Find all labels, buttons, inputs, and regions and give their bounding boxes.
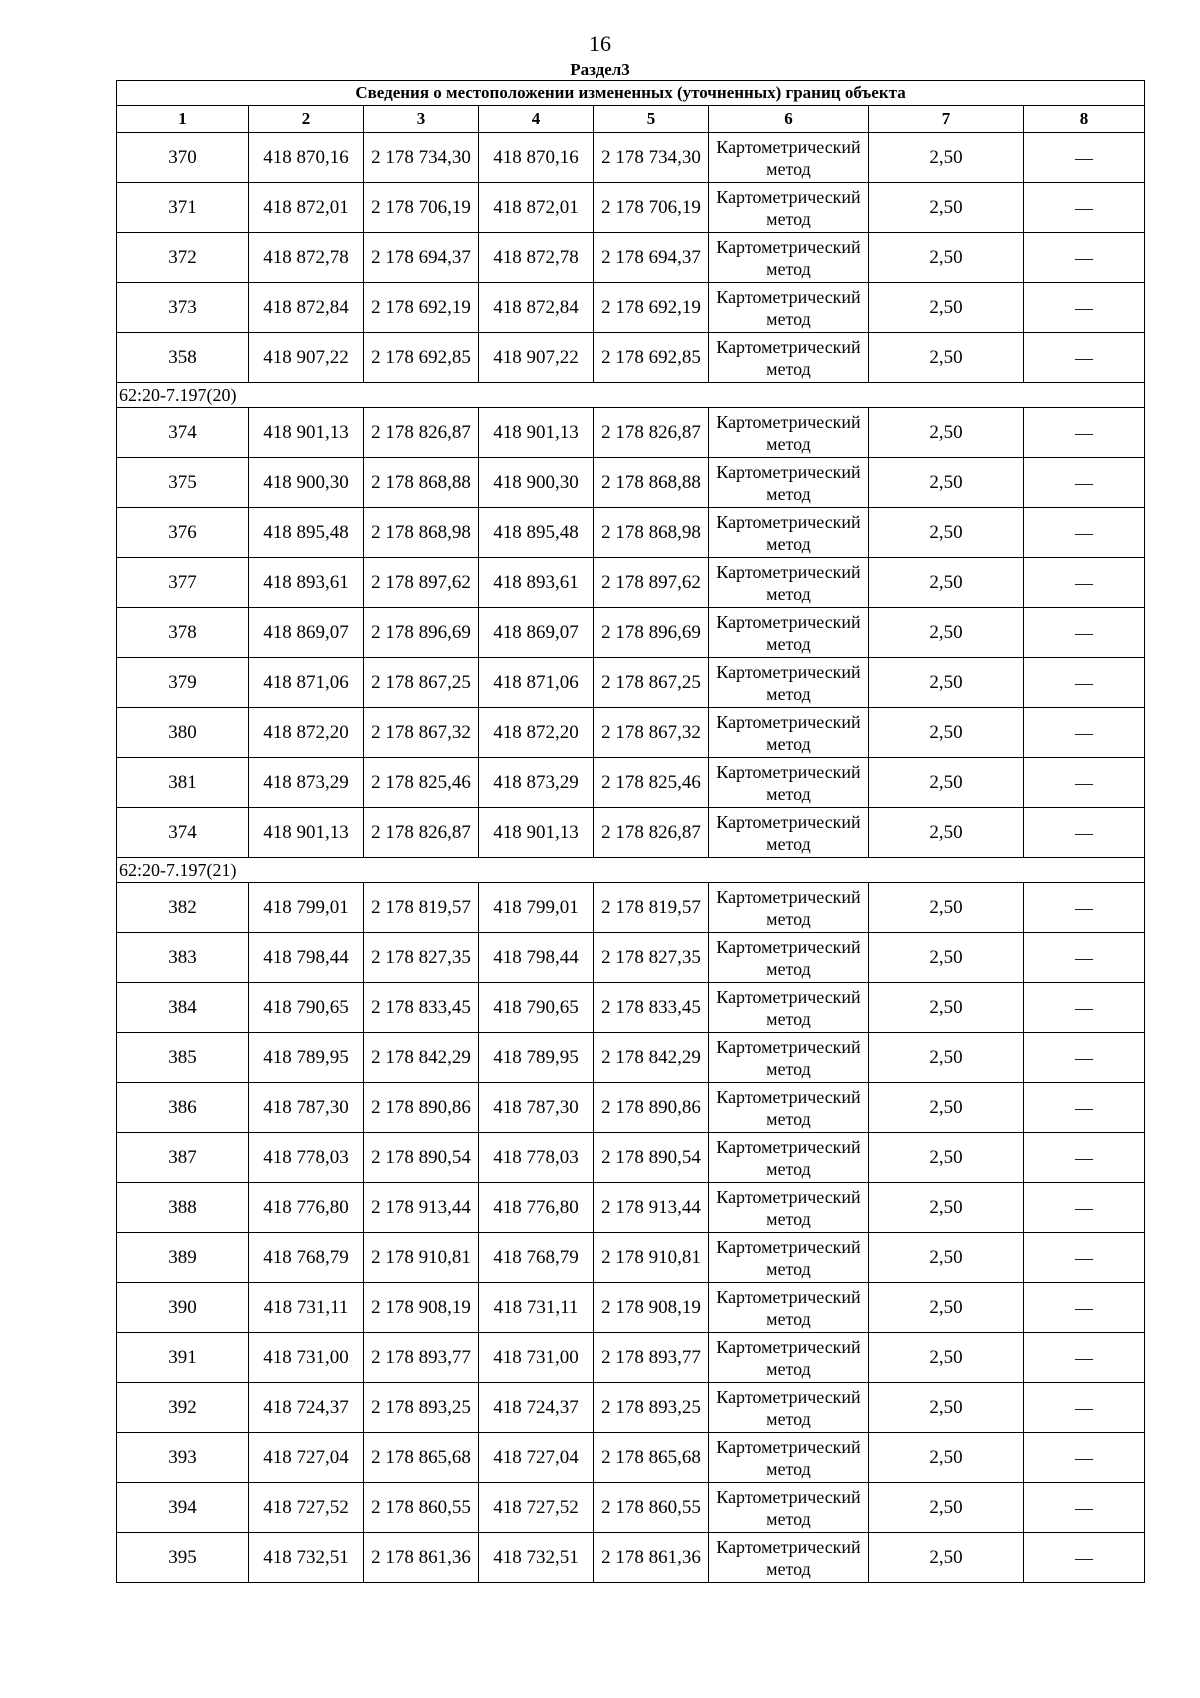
method-cell: Картометрический метод — [709, 608, 869, 658]
table-row — [117, 1533, 1145, 1583]
y-existing-cell: 2 178 893,77 — [364, 1333, 479, 1383]
point-number-cell: 382 — [117, 883, 249, 933]
point-number-cell: 394 — [117, 1483, 249, 1533]
y-refined-cell: 2 178 908,19 — [594, 1283, 709, 1333]
x-existing-cell: 418 778,03 — [249, 1133, 364, 1183]
column-header: 8 — [1024, 106, 1145, 133]
accuracy-cell: 2,50 — [869, 1433, 1024, 1483]
x-refined-cell: 418 768,79 — [479, 1233, 594, 1283]
x-existing-cell: 418 871,06 — [249, 658, 364, 708]
accuracy-cell: 2,50 — [869, 1083, 1024, 1133]
x-existing-cell: 418 727,52 — [249, 1483, 364, 1533]
note-cell: — — [1024, 1183, 1145, 1233]
x-existing-cell: 418 790,65 — [249, 983, 364, 1033]
x-refined-cell: 418 732,51 — [479, 1533, 594, 1583]
table-row — [117, 183, 1145, 233]
note-cell: — — [1024, 333, 1145, 383]
point-number-cell: 384 — [117, 983, 249, 1033]
y-existing-cell: 2 178 860,55 — [364, 1483, 479, 1533]
y-existing-cell: 2 178 913,44 — [364, 1183, 479, 1233]
method-cell: Картометрический метод — [709, 333, 869, 383]
x-existing-cell: 418 872,84 — [249, 283, 364, 333]
y-existing-cell: 2 178 825,46 — [364, 758, 479, 808]
point-number-cell: 377 — [117, 558, 249, 608]
note-cell: — — [1024, 1383, 1145, 1433]
point-number-cell: 370 — [117, 133, 249, 183]
note-cell: — — [1024, 1483, 1145, 1533]
x-refined-cell: 418 872,20 — [479, 708, 594, 758]
accuracy-cell: 2,50 — [869, 1033, 1024, 1083]
method-cell: Картометрический метод — [709, 133, 869, 183]
table-row — [117, 883, 1145, 933]
accuracy-cell: 2,50 — [869, 1533, 1024, 1583]
method-cell: Картометрический метод — [709, 1533, 869, 1583]
x-existing-cell: 418 724,37 — [249, 1383, 364, 1433]
x-existing-cell: 418 872,01 — [249, 183, 364, 233]
x-refined-cell: 418 895,48 — [479, 508, 594, 558]
y-refined-cell: 2 178 833,45 — [594, 983, 709, 1033]
y-refined-cell: 2 178 868,98 — [594, 508, 709, 558]
y-refined-cell: 2 178 860,55 — [594, 1483, 709, 1533]
point-number-cell: 358 — [117, 333, 249, 383]
y-existing-cell: 2 178 867,25 — [364, 658, 479, 708]
x-existing-cell: 418 901,13 — [249, 808, 364, 858]
accuracy-cell: 2,50 — [869, 1333, 1024, 1383]
x-refined-cell: 418 776,80 — [479, 1183, 594, 1233]
accuracy-cell: 2,50 — [869, 758, 1024, 808]
table-row — [117, 658, 1145, 708]
point-number-cell: 380 — [117, 708, 249, 758]
y-refined-cell: 2 178 706,19 — [594, 183, 709, 233]
table-title: Сведения о местоположении измененных (уточненных) границ объекта — [117, 81, 1145, 106]
method-cell: Картометрический метод — [709, 933, 869, 983]
accuracy-cell: 2,50 — [869, 333, 1024, 383]
table-row — [117, 1283, 1145, 1333]
accuracy-cell: 2,50 — [869, 1233, 1024, 1283]
accuracy-cell: 2,50 — [869, 608, 1024, 658]
accuracy-cell: 2,50 — [869, 183, 1024, 233]
note-cell: — — [1024, 1283, 1145, 1333]
method-cell: Картометрический метод — [709, 283, 869, 333]
y-refined-cell: 2 178 893,25 — [594, 1383, 709, 1433]
x-existing-cell: 418 776,80 — [249, 1183, 364, 1233]
x-existing-cell: 418 768,79 — [249, 1233, 364, 1283]
table-row — [117, 983, 1145, 1033]
method-cell: Картометрический метод — [709, 1183, 869, 1233]
note-cell: — — [1024, 1433, 1145, 1483]
accuracy-cell: 2,50 — [869, 983, 1024, 1033]
table-row — [117, 233, 1145, 283]
y-refined-cell: 2 178 867,25 — [594, 658, 709, 708]
x-refined-cell: 418 893,61 — [479, 558, 594, 608]
y-refined-cell: 2 178 865,68 — [594, 1433, 709, 1483]
accuracy-cell: 2,50 — [869, 658, 1024, 708]
note-cell: — — [1024, 1083, 1145, 1133]
note-cell: — — [1024, 408, 1145, 458]
point-number-cell: 386 — [117, 1083, 249, 1133]
method-cell: Картометрический метод — [709, 658, 869, 708]
point-number-cell: 378 — [117, 608, 249, 658]
x-existing-cell: 418 872,20 — [249, 708, 364, 758]
method-cell: Картометрический метод — [709, 183, 869, 233]
point-number-cell: 391 — [117, 1333, 249, 1383]
accuracy-cell: 2,50 — [869, 1183, 1024, 1233]
y-refined-cell: 2 178 734,30 — [594, 133, 709, 183]
note-cell: — — [1024, 1233, 1145, 1283]
method-cell: Картометрический метод — [709, 708, 869, 758]
x-refined-cell: 418 727,04 — [479, 1433, 594, 1483]
y-existing-cell: 2 178 819,57 — [364, 883, 479, 933]
table-row — [117, 558, 1145, 608]
x-refined-cell: 418 872,84 — [479, 283, 594, 333]
group-row — [117, 858, 1145, 883]
table-row — [117, 508, 1145, 558]
note-cell: — — [1024, 758, 1145, 808]
x-existing-cell: 418 789,95 — [249, 1033, 364, 1083]
note-cell: — — [1024, 883, 1145, 933]
x-existing-cell: 418 907,22 — [249, 333, 364, 383]
x-refined-cell: 418 900,30 — [479, 458, 594, 508]
table-row — [117, 608, 1145, 658]
column-header: 1 — [117, 106, 249, 133]
table-title-row — [117, 81, 1145, 106]
accuracy-cell: 2,50 — [869, 408, 1024, 458]
method-cell: Картометрический метод — [709, 1033, 869, 1083]
y-refined-cell: 2 178 896,69 — [594, 608, 709, 658]
table-row — [117, 1333, 1145, 1383]
x-refined-cell: 418 870,16 — [479, 133, 594, 183]
x-refined-cell: 418 798,44 — [479, 933, 594, 983]
page-number: 16 — [589, 31, 611, 56]
y-existing-cell: 2 178 896,69 — [364, 608, 479, 658]
table-row — [117, 1083, 1145, 1133]
x-refined-cell: 418 901,13 — [479, 808, 594, 858]
point-number-cell: 392 — [117, 1383, 249, 1433]
note-cell: — — [1024, 1033, 1145, 1083]
y-existing-cell: 2 178 842,29 — [364, 1033, 479, 1083]
y-existing-cell: 2 178 827,35 — [364, 933, 479, 983]
note-cell: — — [1024, 608, 1145, 658]
x-refined-cell: 418 901,13 — [479, 408, 594, 458]
table-row — [117, 1383, 1145, 1433]
point-number-cell: 389 — [117, 1233, 249, 1283]
table-body — [117, 81, 1145, 1583]
point-number-cell: 379 — [117, 658, 249, 708]
y-existing-cell: 2 178 692,19 — [364, 283, 479, 333]
point-number-cell: 388 — [117, 1183, 249, 1233]
method-cell: Картометрический метод — [709, 408, 869, 458]
column-header-row — [117, 106, 1145, 133]
point-number-cell: 375 — [117, 458, 249, 508]
note-cell: — — [1024, 1133, 1145, 1183]
note-cell: — — [1024, 508, 1145, 558]
accuracy-cell: 2,50 — [869, 283, 1024, 333]
x-refined-cell: 418 873,29 — [479, 758, 594, 808]
method-cell: Картометрический метод — [709, 758, 869, 808]
x-refined-cell: 418 724,37 — [479, 1383, 594, 1433]
group-label: 62:20-7.197(20) — [117, 383, 1145, 408]
column-header: 6 — [709, 106, 869, 133]
note-cell: — — [1024, 708, 1145, 758]
table-row — [117, 933, 1145, 983]
y-existing-cell: 2 178 908,19 — [364, 1283, 479, 1333]
method-cell: Картометрический метод — [709, 558, 869, 608]
y-existing-cell: 2 178 910,81 — [364, 1233, 479, 1283]
point-number-cell: 385 — [117, 1033, 249, 1083]
point-number-cell: 374 — [117, 408, 249, 458]
y-existing-cell: 2 178 897,62 — [364, 558, 479, 608]
method-cell: Картометрический метод — [709, 1083, 869, 1133]
y-existing-cell: 2 178 734,30 — [364, 133, 479, 183]
point-number-cell: 374 — [117, 808, 249, 858]
method-cell: Картометрический метод — [709, 808, 869, 858]
y-existing-cell: 2 178 865,68 — [364, 1433, 479, 1483]
x-existing-cell: 418 900,30 — [249, 458, 364, 508]
accuracy-cell: 2,50 — [869, 808, 1024, 858]
table-row — [117, 408, 1145, 458]
x-existing-cell: 418 873,29 — [249, 758, 364, 808]
y-refined-cell: 2 178 861,36 — [594, 1533, 709, 1583]
method-cell: Картометрический метод — [709, 1433, 869, 1483]
point-number-cell: 371 — [117, 183, 249, 233]
x-existing-cell: 418 893,61 — [249, 558, 364, 608]
y-existing-cell: 2 178 868,88 — [364, 458, 479, 508]
x-existing-cell: 418 727,04 — [249, 1433, 364, 1483]
x-existing-cell: 418 732,51 — [249, 1533, 364, 1583]
accuracy-cell: 2,50 — [869, 508, 1024, 558]
table-row — [117, 458, 1145, 508]
x-existing-cell: 418 799,01 — [249, 883, 364, 933]
y-existing-cell: 2 178 868,98 — [364, 508, 479, 558]
note-cell: — — [1024, 658, 1145, 708]
table-row — [117, 283, 1145, 333]
point-number-cell: 390 — [117, 1283, 249, 1333]
y-refined-cell: 2 178 694,37 — [594, 233, 709, 283]
note-cell: — — [1024, 983, 1145, 1033]
table-row — [117, 333, 1145, 383]
method-cell: Картометрический метод — [709, 1233, 869, 1283]
table-row — [117, 1483, 1145, 1533]
method-cell: Картометрический метод — [709, 1383, 869, 1433]
y-refined-cell: 2 178 867,32 — [594, 708, 709, 758]
table-row — [117, 1433, 1145, 1483]
x-refined-cell: 418 872,01 — [479, 183, 594, 233]
x-refined-cell: 418 789,95 — [479, 1033, 594, 1083]
x-existing-cell: 418 869,07 — [249, 608, 364, 658]
point-number-cell: 387 — [117, 1133, 249, 1183]
accuracy-cell: 2,50 — [869, 883, 1024, 933]
accuracy-cell: 2,50 — [869, 133, 1024, 183]
y-existing-cell: 2 178 890,54 — [364, 1133, 479, 1183]
y-refined-cell: 2 178 893,77 — [594, 1333, 709, 1383]
accuracy-cell: 2,50 — [869, 1283, 1024, 1333]
x-existing-cell: 418 870,16 — [249, 133, 364, 183]
column-header: 2 — [249, 106, 364, 133]
x-refined-cell: 418 907,22 — [479, 333, 594, 383]
method-cell: Картометрический метод — [709, 458, 869, 508]
note-cell: — — [1024, 808, 1145, 858]
method-cell: Картометрический метод — [709, 883, 869, 933]
method-cell: Картометрический метод — [709, 508, 869, 558]
y-refined-cell: 2 178 819,57 — [594, 883, 709, 933]
y-refined-cell: 2 178 826,87 — [594, 408, 709, 458]
accuracy-cell: 2,50 — [869, 1483, 1024, 1533]
note-cell: — — [1024, 933, 1145, 983]
y-existing-cell: 2 178 694,37 — [364, 233, 479, 283]
point-number-cell: 381 — [117, 758, 249, 808]
table-row — [117, 1033, 1145, 1083]
y-existing-cell: 2 178 833,45 — [364, 983, 479, 1033]
y-refined-cell: 2 178 890,54 — [594, 1133, 709, 1183]
method-cell: Картометрический метод — [709, 1333, 869, 1383]
point-number-cell: 383 — [117, 933, 249, 983]
y-existing-cell: 2 178 826,87 — [364, 808, 479, 858]
y-existing-cell: 2 178 861,36 — [364, 1533, 479, 1583]
table-row — [117, 708, 1145, 758]
y-existing-cell: 2 178 826,87 — [364, 408, 479, 458]
table-row — [117, 1183, 1145, 1233]
accuracy-cell: 2,50 — [869, 933, 1024, 983]
x-existing-cell: 418 731,11 — [249, 1283, 364, 1333]
y-refined-cell: 2 178 890,86 — [594, 1083, 709, 1133]
x-existing-cell: 418 787,30 — [249, 1083, 364, 1133]
method-cell: Картометрический метод — [709, 1283, 869, 1333]
x-refined-cell: 418 872,78 — [479, 233, 594, 283]
note-cell: — — [1024, 558, 1145, 608]
accuracy-cell: 2,50 — [869, 558, 1024, 608]
y-existing-cell: 2 178 692,85 — [364, 333, 479, 383]
y-refined-cell: 2 178 692,19 — [594, 283, 709, 333]
x-existing-cell: 418 798,44 — [249, 933, 364, 983]
column-header: 3 — [364, 106, 479, 133]
y-refined-cell: 2 178 825,46 — [594, 758, 709, 808]
section-label: Раздел3 — [570, 60, 630, 79]
note-cell: — — [1024, 283, 1145, 333]
column-header: 7 — [869, 106, 1024, 133]
y-existing-cell: 2 178 867,32 — [364, 708, 479, 758]
x-refined-cell: 418 787,30 — [479, 1083, 594, 1133]
note-cell: — — [1024, 1333, 1145, 1383]
accuracy-cell: 2,50 — [869, 233, 1024, 283]
x-refined-cell: 418 869,07 — [479, 608, 594, 658]
accuracy-cell: 2,50 — [869, 1133, 1024, 1183]
y-refined-cell: 2 178 692,85 — [594, 333, 709, 383]
y-existing-cell: 2 178 893,25 — [364, 1383, 479, 1433]
x-existing-cell: 418 872,78 — [249, 233, 364, 283]
table-row — [117, 133, 1145, 183]
group-label: 62:20-7.197(21) — [117, 858, 1145, 883]
point-number-cell: 373 — [117, 283, 249, 333]
column-header: 5 — [594, 106, 709, 133]
note-cell: — — [1024, 233, 1145, 283]
y-refined-cell: 2 178 910,81 — [594, 1233, 709, 1283]
y-refined-cell: 2 178 827,35 — [594, 933, 709, 983]
y-refined-cell: 2 178 826,87 — [594, 808, 709, 858]
accuracy-cell: 2,50 — [869, 708, 1024, 758]
table-row — [117, 808, 1145, 858]
x-existing-cell: 418 895,48 — [249, 508, 364, 558]
table-row — [117, 1233, 1145, 1283]
method-cell: Картометрический метод — [709, 1483, 869, 1533]
point-number-cell: 395 — [117, 1533, 249, 1583]
y-refined-cell: 2 178 913,44 — [594, 1183, 709, 1233]
y-refined-cell: 2 178 842,29 — [594, 1033, 709, 1083]
note-cell: — — [1024, 1533, 1145, 1583]
coordinates-table — [116, 80, 1145, 1583]
x-refined-cell: 418 871,06 — [479, 658, 594, 708]
method-cell: Картометрический метод — [709, 233, 869, 283]
note-cell: — — [1024, 458, 1145, 508]
group-row — [117, 383, 1145, 408]
note-cell: — — [1024, 183, 1145, 233]
x-refined-cell: 418 778,03 — [479, 1133, 594, 1183]
x-refined-cell: 418 799,01 — [479, 883, 594, 933]
y-refined-cell: 2 178 868,88 — [594, 458, 709, 508]
point-number-cell: 376 — [117, 508, 249, 558]
accuracy-cell: 2,50 — [869, 1383, 1024, 1433]
point-number-cell: 393 — [117, 1433, 249, 1483]
y-refined-cell: 2 178 897,62 — [594, 558, 709, 608]
x-existing-cell: 418 731,00 — [249, 1333, 364, 1383]
accuracy-cell: 2,50 — [869, 458, 1024, 508]
point-number-cell: 372 — [117, 233, 249, 283]
x-refined-cell: 418 731,11 — [479, 1283, 594, 1333]
column-header: 4 — [479, 106, 594, 133]
table-row — [117, 758, 1145, 808]
method-cell: Картометрический метод — [709, 1133, 869, 1183]
table-row — [117, 1133, 1145, 1183]
y-existing-cell: 2 178 890,86 — [364, 1083, 479, 1133]
method-cell: Картометрический метод — [709, 983, 869, 1033]
x-refined-cell: 418 727,52 — [479, 1483, 594, 1533]
x-existing-cell: 418 901,13 — [249, 408, 364, 458]
note-cell: — — [1024, 133, 1145, 183]
y-existing-cell: 2 178 706,19 — [364, 183, 479, 233]
x-refined-cell: 418 790,65 — [479, 983, 594, 1033]
x-refined-cell: 418 731,00 — [479, 1333, 594, 1383]
